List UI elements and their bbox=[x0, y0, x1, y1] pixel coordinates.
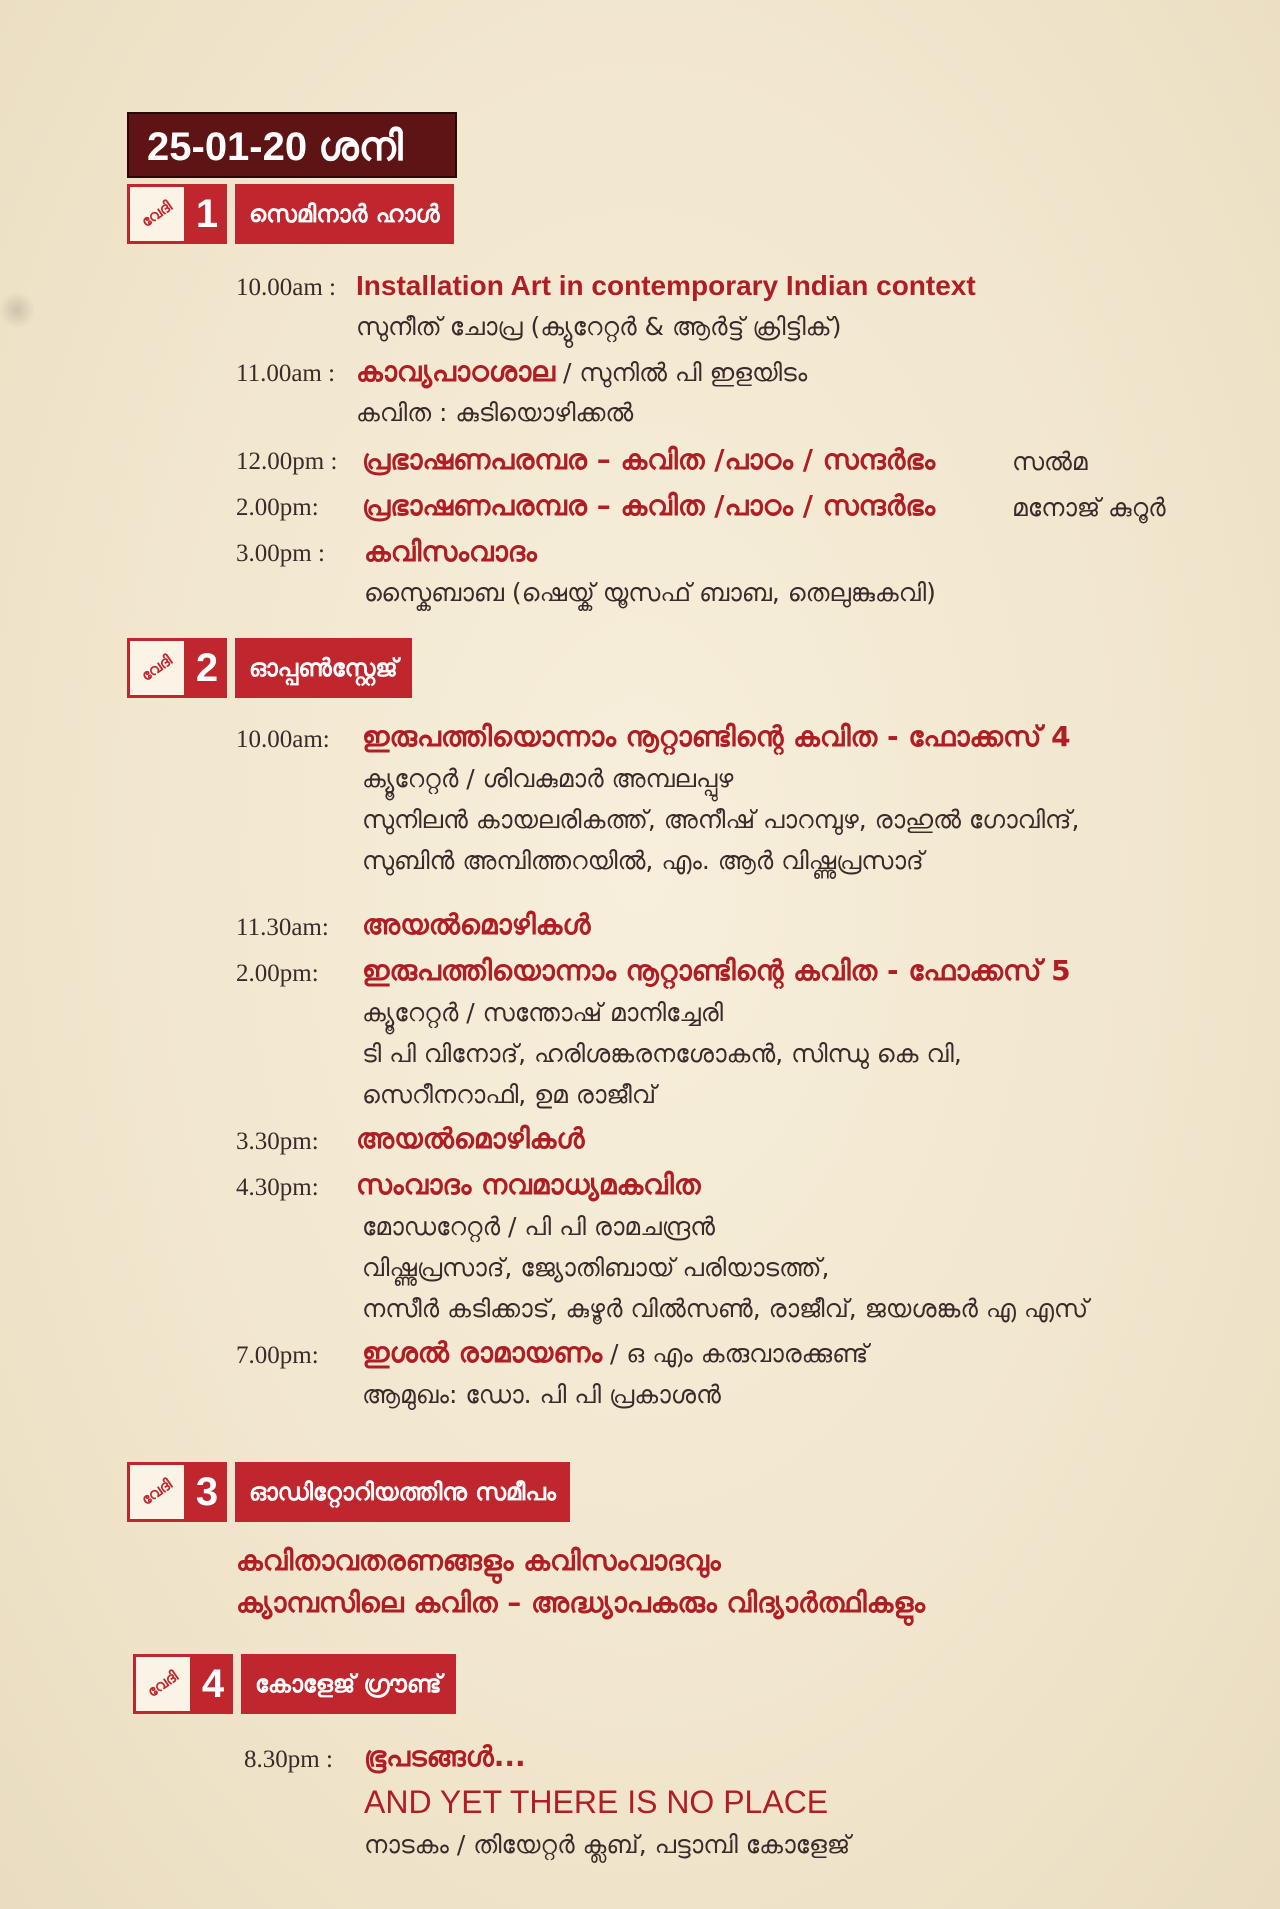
event-title-row bbox=[362, 1336, 868, 1370]
event-time: 2.00pm: bbox=[236, 494, 319, 521]
event-speaker: മനോജ് കുറൂർ bbox=[1012, 493, 1166, 522]
event-line: ക്യൂറേറ്റർ / ശിവകുമാർ അമ്പലപ്പുഴ bbox=[362, 764, 734, 793]
event-time: 10.00am: bbox=[236, 726, 330, 753]
event-time: 10.00am : bbox=[236, 274, 336, 301]
venue-name: കോളേജ് ഗ്രൗണ്ട് bbox=[241, 1654, 456, 1714]
venue-title: കവിതാവതരണങ്ങളും കവിസംവാദവും bbox=[236, 1544, 721, 1577]
event-extra: / സുനിൽ പി ഇളയിടം bbox=[555, 358, 808, 387]
venue-tag: വേദി bbox=[127, 184, 187, 244]
event-line: സുബിൻ അമ്പിത്തറയിൽ, എം. ആർ വിഷ്ണുപ്രസാദ് bbox=[362, 846, 924, 875]
event-title: ഭൂപടങ്ങൾ... bbox=[364, 1740, 526, 1773]
event-title: ഇരുപത്തിയൊന്നാം നൂറ്റാണ്ടിന്റെ കവിത - ഫോക്കസ് 5 bbox=[362, 954, 1071, 987]
event-line: സുനിലൻ കായലരികത്ത്, അനീഷ് പാറമ്പുഴ, രാഹുൽ ഗോവിന്ദ്, bbox=[362, 805, 1080, 834]
event-time: 7.00pm: bbox=[236, 1342, 319, 1369]
venue-number: 4 bbox=[193, 1654, 233, 1714]
event-line: നാടകം / തിയേറ്റർ ക്ലബ്, പട്ടാമ്പി കോളേജ് bbox=[364, 1830, 851, 1859]
event-title-row bbox=[356, 355, 807, 389]
event-line: ക്യൂറേറ്റർ / സന്തോഷ് മാനിച്ചേരി bbox=[362, 998, 724, 1027]
event-time: 8.30pm : bbox=[244, 1746, 333, 1773]
venue-name: ഓഡിറ്റോറിയത്തിനു സമീപം bbox=[235, 1462, 570, 1522]
paper-stain bbox=[0, 290, 34, 330]
event-title: അയൽമൊഴികൾ bbox=[362, 908, 591, 941]
event-line: വിഷ്ണുപ്രസാദ്, ജ്യോതിബായ് പരിയാടത്ത്, bbox=[362, 1253, 830, 1282]
event-line: സെറീനറാഫി, ഉമ രാജീവ് bbox=[362, 1080, 657, 1109]
event-line: സുനീത് ചോപ്ര (ക്യുറേറ്റർ & ആർട്ട് ക്രിട്ടിക്) bbox=[356, 312, 842, 341]
event-title: കവിസംവാദം bbox=[364, 535, 537, 568]
date-header: 25-01-20 ശനി bbox=[127, 112, 457, 178]
event-title: സംവാദം നവമാധ്യമകവിത bbox=[356, 1168, 701, 1201]
venue-name: സെമിനാർ ഹാൾ bbox=[235, 184, 454, 244]
venue-tag: വേദി bbox=[127, 638, 187, 698]
event-title: ഇരുപത്തിയൊന്നാം നൂറ്റാണ്ടിന്റെ കവിത - ഫോക്കസ് 4 bbox=[362, 720, 1071, 753]
venue-number: 3 bbox=[187, 1462, 227, 1522]
event-title: അയൽമൊഴികൾ bbox=[356, 1122, 585, 1155]
venue-tag: വേദി bbox=[133, 1654, 193, 1714]
event-time: 11.30am: bbox=[236, 914, 329, 941]
event-time: 4.30pm: bbox=[236, 1174, 319, 1201]
event-line: മോഡറേറ്റർ / പി പി രാമചന്ദ്രൻ bbox=[362, 1212, 716, 1241]
venue-number: 1 bbox=[187, 184, 227, 244]
event-title: ഇശൽ രാമായണം bbox=[362, 1336, 603, 1369]
event-time: 2.00pm: bbox=[236, 960, 319, 987]
event-line: നസീർ കടിക്കാട്, കുഴൂർ വിൽസൺ, രാജീവ്, ജയശങ്കർ എ എസ് bbox=[362, 1294, 1089, 1323]
event-extra: / ഒ എം കരുവാരക്കുണ്ട് bbox=[602, 1339, 869, 1368]
event-title: പ്രഭാഷണപരമ്പര – കവിത /പാഠം / സന്ദർഭം bbox=[362, 489, 936, 522]
event-title: Installation Art in contemporary Indian context bbox=[356, 270, 976, 301]
event-subtitle: AND YET THERE IS NO PLACE bbox=[364, 1784, 829, 1820]
venue-tag: വേദി bbox=[127, 1462, 187, 1522]
event-title: കാവ്യപാഠശാല bbox=[356, 355, 556, 388]
event-time: 11.00am : bbox=[236, 360, 336, 387]
event-line: ആമുഖം: ഡോ. പി പി പ്രകാശൻ bbox=[362, 1380, 721, 1409]
venue-title: ക്യാമ്പസിലെ കവിത – അദ്ധ്യാപകരും വിദ്യാർത്ഥികളും bbox=[236, 1586, 926, 1619]
event-time: 3.30pm: bbox=[236, 1128, 319, 1155]
event-time: 12.00pm : bbox=[236, 448, 338, 475]
event-line: സ്കൈബാബ (ഷെയ്ക് യൂസഫ് ബാബ, തെലുങ്കുകവി) bbox=[364, 578, 936, 607]
event-title: പ്രഭാഷണപരമ്പര – കവിത /പാഠം / സന്ദർഭം bbox=[362, 443, 936, 476]
event-time: 3.00pm : bbox=[236, 540, 325, 567]
event-line: ടി പി വിനോദ്, ഹരിശങ്കരനശോകൻ, സിന്ധു കെ വി, bbox=[362, 1039, 962, 1068]
event-speaker: സൽമ bbox=[1012, 447, 1088, 476]
event-line: കവിത : കുടിയൊഴിക്കൽ bbox=[356, 398, 634, 427]
venue-name: ഓപ്പൺസ്റ്റേജ് bbox=[235, 638, 412, 698]
venue-number: 2 bbox=[187, 638, 227, 698]
